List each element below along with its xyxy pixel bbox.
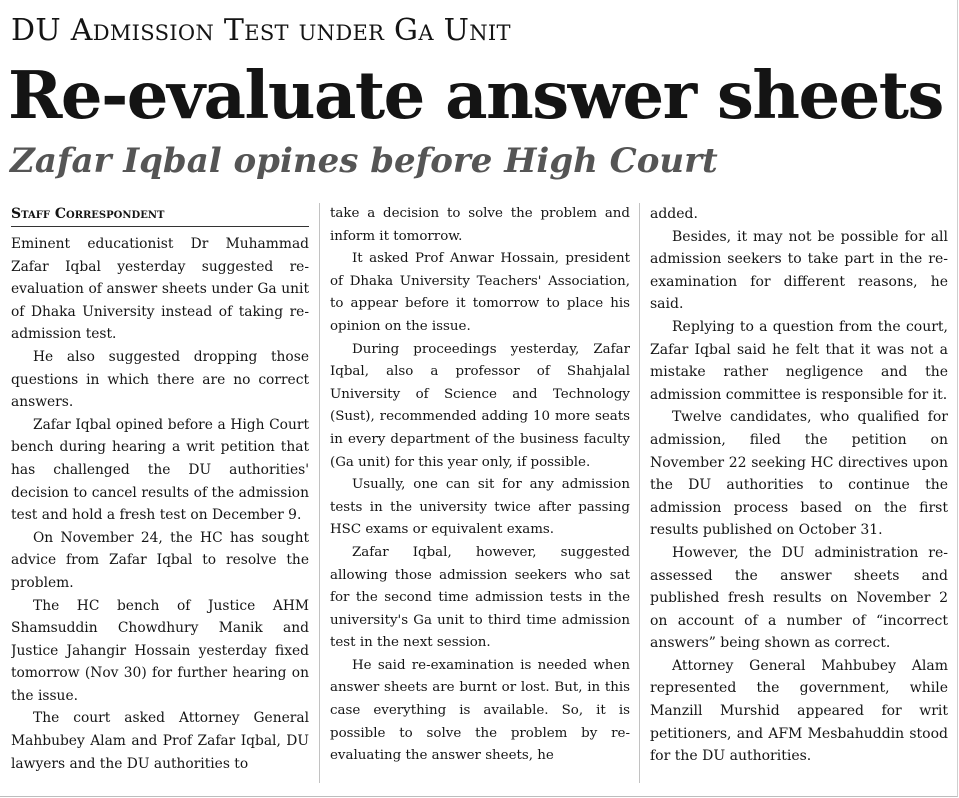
paragraph: Replying to a question from the court, Zafar Iqbal said he felt that it was not a mistake rather negligence and the admission committee is responsible for it. bbox=[650, 318, 948, 403]
paragraph: Besides, it may not be possible for all admission seekers to take part in the re-examination for different reasons, he said. bbox=[650, 228, 948, 313]
subheadline: Zafar Iqbal opines before High Court bbox=[10, 141, 718, 181]
headline: Re-evaluate answer sheets bbox=[8, 57, 943, 134]
paragraph: Attorney General Mahbubey Alam represented the government, while Manzill Murshid appeared for writ petitioners, and AFM Mesbahuddin stood for the DU authorities. bbox=[650, 657, 948, 765]
paragraph: Eminent educationist Dr Muhammad Zafar Iqbal yesterday suggested re-evaluation of answer sheets under Ga unit of Dhaka University instead of taking re-admission test. bbox=[11, 236, 309, 343]
paragraph: Zafar Iqbal, however, suggested allowing those admission seekers who sat for the second time admission tests in the university's Ga unit to third time admission test in the next session. bbox=[330, 544, 630, 651]
paragraph: He also suggested dropping those questions in which there are no correct answers. bbox=[11, 348, 309, 411]
paragraph: take a decision to solve the problem and inform it tomorrow. bbox=[330, 206, 630, 244]
column-divider bbox=[319, 203, 320, 783]
byline: Staff Correspondent bbox=[11, 203, 309, 227]
paragraph: He said re-examination is needed when answer sheets are burnt or lost. But, in this case everything is available. So, it is possible to solve the problem by re-evaluating the answer sheets, he bbox=[330, 657, 630, 764]
paragraph: The HC bench of Justice AHM Shamsuddin Chowdhury Manik and Justice Jahangir Hossain yesterday fixed tomorrow (Nov 30) for further hearing on the issue. bbox=[11, 597, 309, 704]
paragraph: It asked Prof Anwar Hossain, president of Dhaka University Teachers' Association, to appear before it tomorrow to place his opinion on the issue. bbox=[330, 251, 630, 334]
paragraph: During proceedings yesterday, Zafar Iqbal, also a professor of Shahjalal University of Science and Technology (Sust), recommended adding 10 more seats in every department of the business faculty (Ga unit) for this year only, if possible. bbox=[330, 341, 630, 470]
paragraph: Zafar Iqbal opined before a High Court bench during hearing a writ petition that has challenged the DU authorities' decision to cancel results of the admission test and hold a fresh test on December 9. bbox=[11, 416, 309, 524]
paragraph: added. bbox=[650, 206, 698, 222]
paragraph: On November 24, the HC has sought advice from Zafar Iqbal to resolve the problem. bbox=[11, 529, 309, 591]
kicker: DU Admission Test under Ga Unit bbox=[11, 13, 511, 48]
column-1 bbox=[11, 203, 309, 788]
paragraph: Twelve candidates, who qualified for admission, filed the petition on November 22 seeking HC directives upon the DU authorities to continue the admission process based on the first results published on October 31. bbox=[650, 409, 948, 539]
column-3 bbox=[650, 203, 948, 788]
paragraph: Usually, one can sit for any admission tests in the university twice after passing HSC exams or equivalent exams. bbox=[330, 477, 630, 538]
paragraph: The court asked Attorney General Mahbubey Alam and Prof Zafar Iqbal, DU lawyers and the DU authorities to bbox=[11, 710, 309, 772]
column-divider bbox=[639, 203, 640, 783]
column-2 bbox=[330, 203, 630, 788]
paragraph: However, the DU administration re-assessed the answer sheets and published fresh results on November 2 on account of a number of “incorrect answers” being shown as correct. bbox=[650, 544, 948, 652]
